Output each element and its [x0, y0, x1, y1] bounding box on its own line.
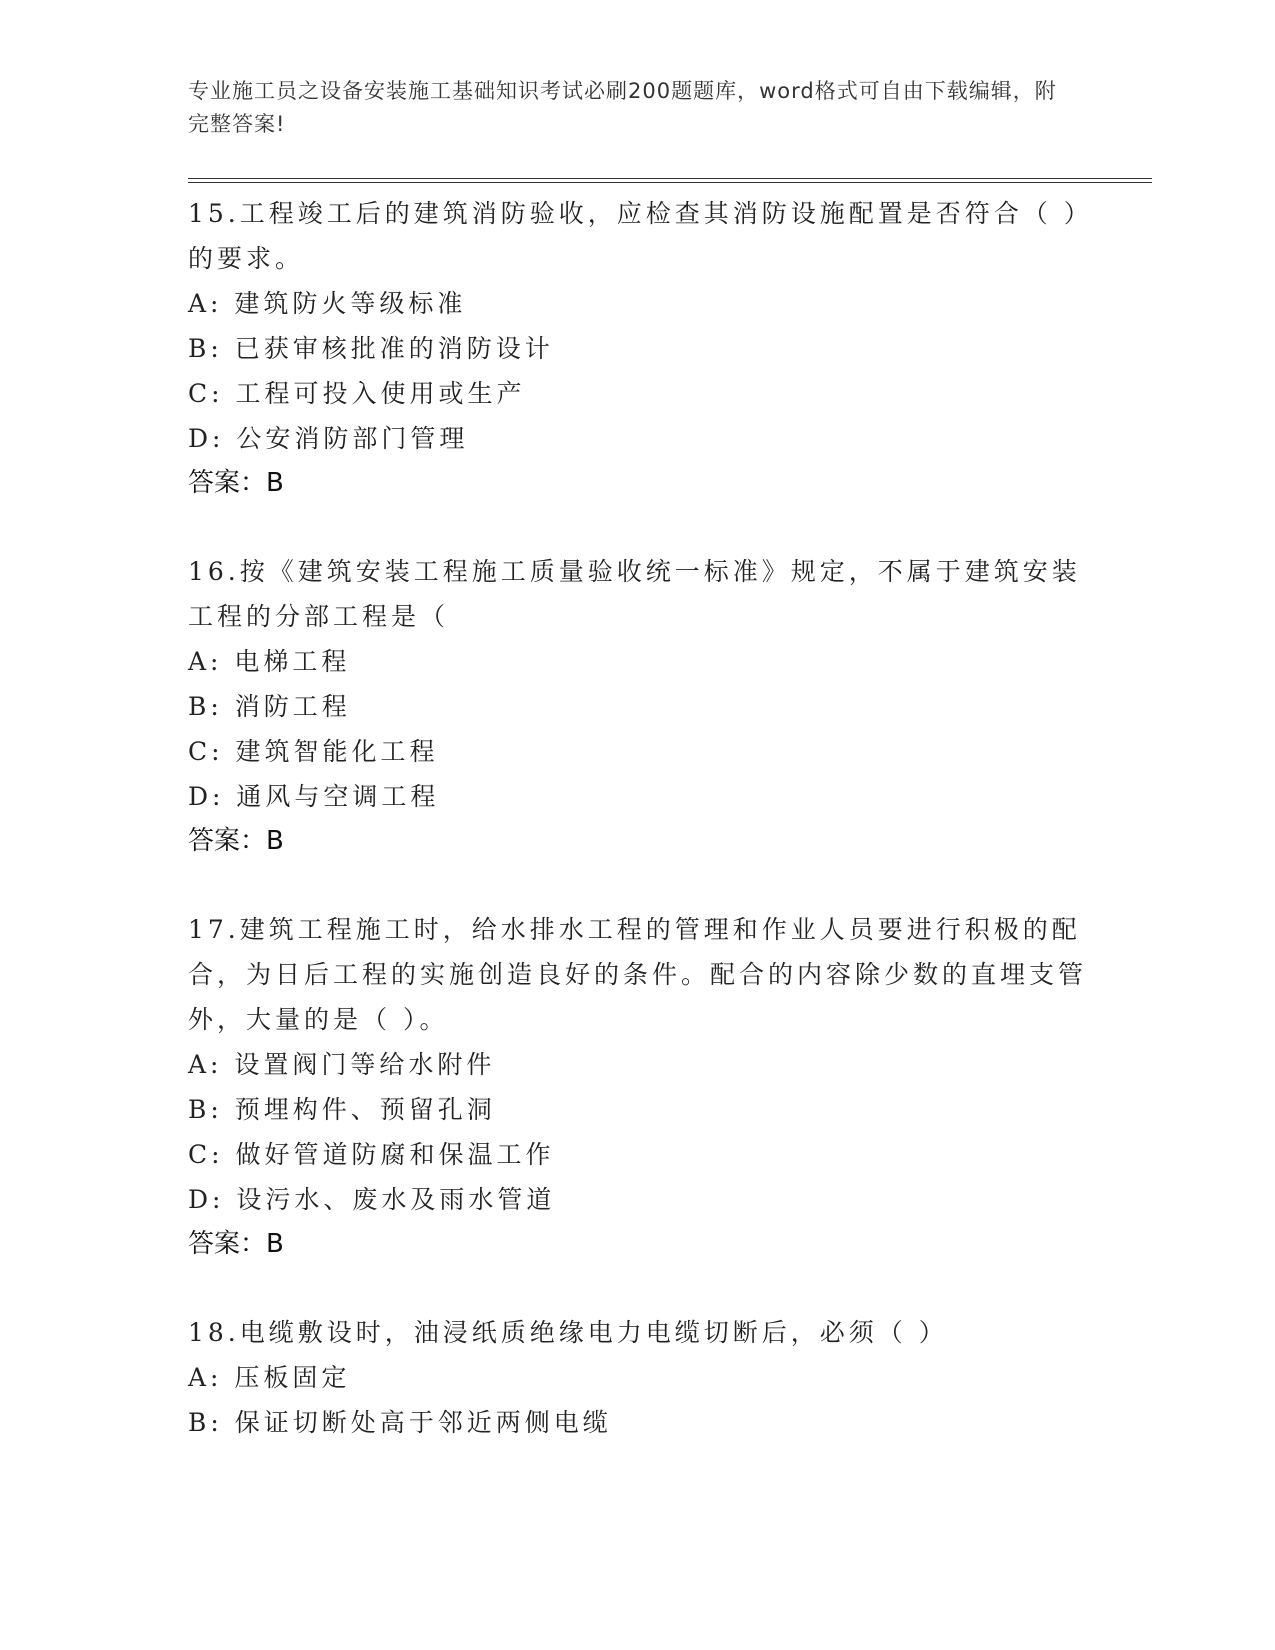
question-text: 17.建筑工程施工时，给水排水工程的管理和作业人员要进行积极的配合，为日后工程的实施创造良好的条件。配合的内容除少数的直埋支管外，大量的是（ ）。	[188, 915, 1088, 1034]
option-d: D: 设污水、废水及雨水管道	[188, 1185, 556, 1214]
question-text: 16.按《建筑安装工程施工质量验收统一标准》规定，不属于建筑安装工程的分部工程是（	[188, 557, 1081, 631]
option-d: D: 通风与空调工程	[188, 782, 440, 811]
option-d: D: 公安消防部门管理	[188, 424, 469, 453]
option-b: B: 预埋构件、预留孔洞	[188, 1095, 496, 1124]
option-a: A: 压板固定	[188, 1363, 351, 1392]
answer-label: 答案：B	[188, 1229, 284, 1259]
option-c: C: 建筑智能化工程	[188, 737, 439, 766]
question-17	[188, 907, 1088, 1267]
option-b: B: 已获审核批准的消防设计	[188, 334, 554, 363]
answer-label: 答案：B	[188, 826, 284, 856]
question-16	[188, 549, 1088, 864]
question-text: 15.工程竣工后的建筑消防验收，应检查其消防设施配置是否符合（ ）的要求。	[188, 199, 1081, 273]
option-b: B: 保证切断处高于邻近两侧电缆	[188, 1408, 612, 1437]
question-list	[188, 191, 1088, 1488]
option-c: C: 做好管道防腐和保温工作	[188, 1140, 555, 1169]
option-a: A: 建筑防火等级标准	[188, 289, 467, 318]
header-divider	[188, 178, 1152, 183]
question-18	[188, 1310, 1088, 1445]
option-a: A: 设置阀门等给水附件	[188, 1050, 496, 1079]
document-header: 专业施工员之设备安装施工基础知识考试必刷200题题库，word格式可自由下载编辑，附完整答案!	[188, 79, 1057, 136]
option-c: C: 工程可投入使用或生产	[188, 379, 526, 408]
option-a: A: 电梯工程	[188, 647, 351, 676]
question-15	[188, 191, 1088, 506]
answer-label: 答案：B	[188, 468, 284, 498]
option-b: B: 消防工程	[188, 692, 351, 721]
question-text: 18.电缆敷设时，油浸纸质绝缘电力电缆切断后，必须（ ）	[188, 1318, 948, 1347]
